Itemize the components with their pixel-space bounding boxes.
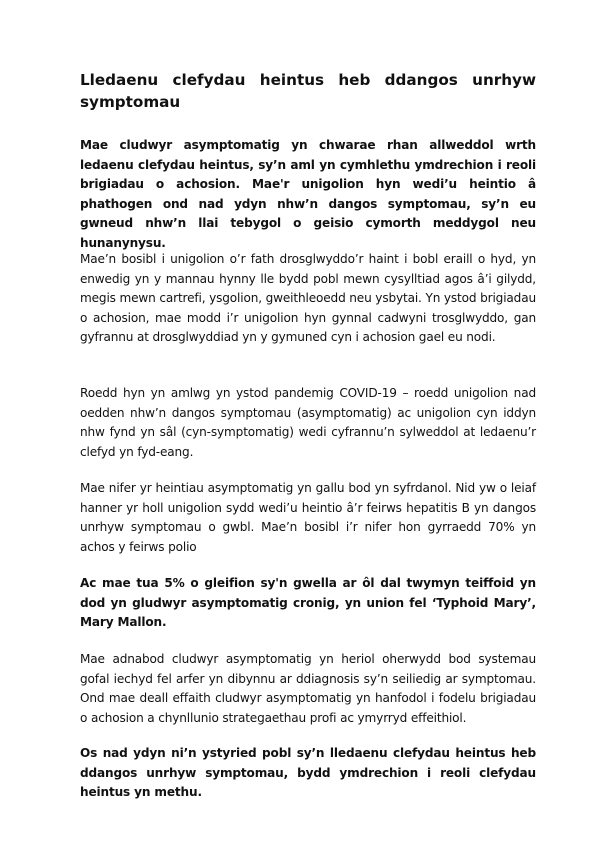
document-title: Lledaenu clefydau heintus heb ddangos unrhyw symptomau [80, 71, 536, 111]
paragraph-conclusion: Os nad ydyn ni’n ystyried pobl sy’n lledaenu clefydau heintus heb ddangos unrhyw symptomau, bydd ymdrechion i reoli clefydau heintus yn methu. [80, 746, 536, 799]
paragraph-identification: Mae adnabod cludwyr asymptomatig yn heriol oherwydd bod systemau gofal iechyd fel arfer yn dibynnu ar ddiagnosis sy’n seiliedig ar symptomau. Ond mae deall effaith cludwyr asymptomatig yn hanfodol i fodelu brigiadau o achosion a chynllunio strategaethau profi ac ymyrryd effeithiol. [80, 652, 536, 725]
paragraph-intro: Mae cludwyr asymptomatig yn chwarae rhan allweddol wrth ledaenu clefydau heintus, sy’n aml yn cymhlethu ymdrechion i reoli brigiadau o achosion. Mae'r unigolion hyn wedi’u heintio â phathogen ond nad ydyn nhw’n dangos symptomau, sy’n eu gwneud nhw’n llai tebygol o geisio cymorth meddygol neu hunanynysu. [80, 138, 536, 250]
paragraph-transmission: Mae’n bosibl i unigolion o’r fath drosglwyddo’r haint i bobl eraill o hyd, yn enwedig yn y mannau hynny lle bydd pobl mewn cysylltiad agos â’i gilydd, megis mewn cartrefi, ysgolion, gweithleoedd neu ysbytai. Yn ystod brigiadau o achosion, mae modd i’r unigolion hyn gynnal cadwyni trosglwyddo, gan gyfrannu at drosglwyddiad yn y gymuned cyn i achosion gael eu nodi. [80, 252, 536, 344]
paragraph-typhoid: Ac mae tua 5% o gleifion sy'n gwella ar ôl dal twymyn teiffoid yn dod yn gludwyr asymptomatig cronig, yn union fel ‘Typhoid Mary’, Mary Mallon. [80, 576, 536, 629]
paragraph-covid: Roedd hyn yn amlwg yn ystod pandemig COVID-19 – roedd unigolion nad oedden nhw’n dangos symptomau (asymptomatig) ac unigolion cyn iddyn nhw fynd yn sâl (cyn-symptomatig) wedi cyfrannu’n sylweddol at ledaenu’r clefyd yn fyd-eang. [80, 386, 536, 459]
paragraph-statistics: Mae nifer yr heintiau asymptomatig yn gallu bod yn syfrdanol. Nid yw o leiaf hanner yr holl unigolion sydd wedi’u heintio â’r feirws hepatitis B yn dangos unrhyw symptomau o gwbl. Mae’n bosibl i’r nifer hon gyrraedd 70% yn achos y feirws polio [80, 481, 536, 554]
